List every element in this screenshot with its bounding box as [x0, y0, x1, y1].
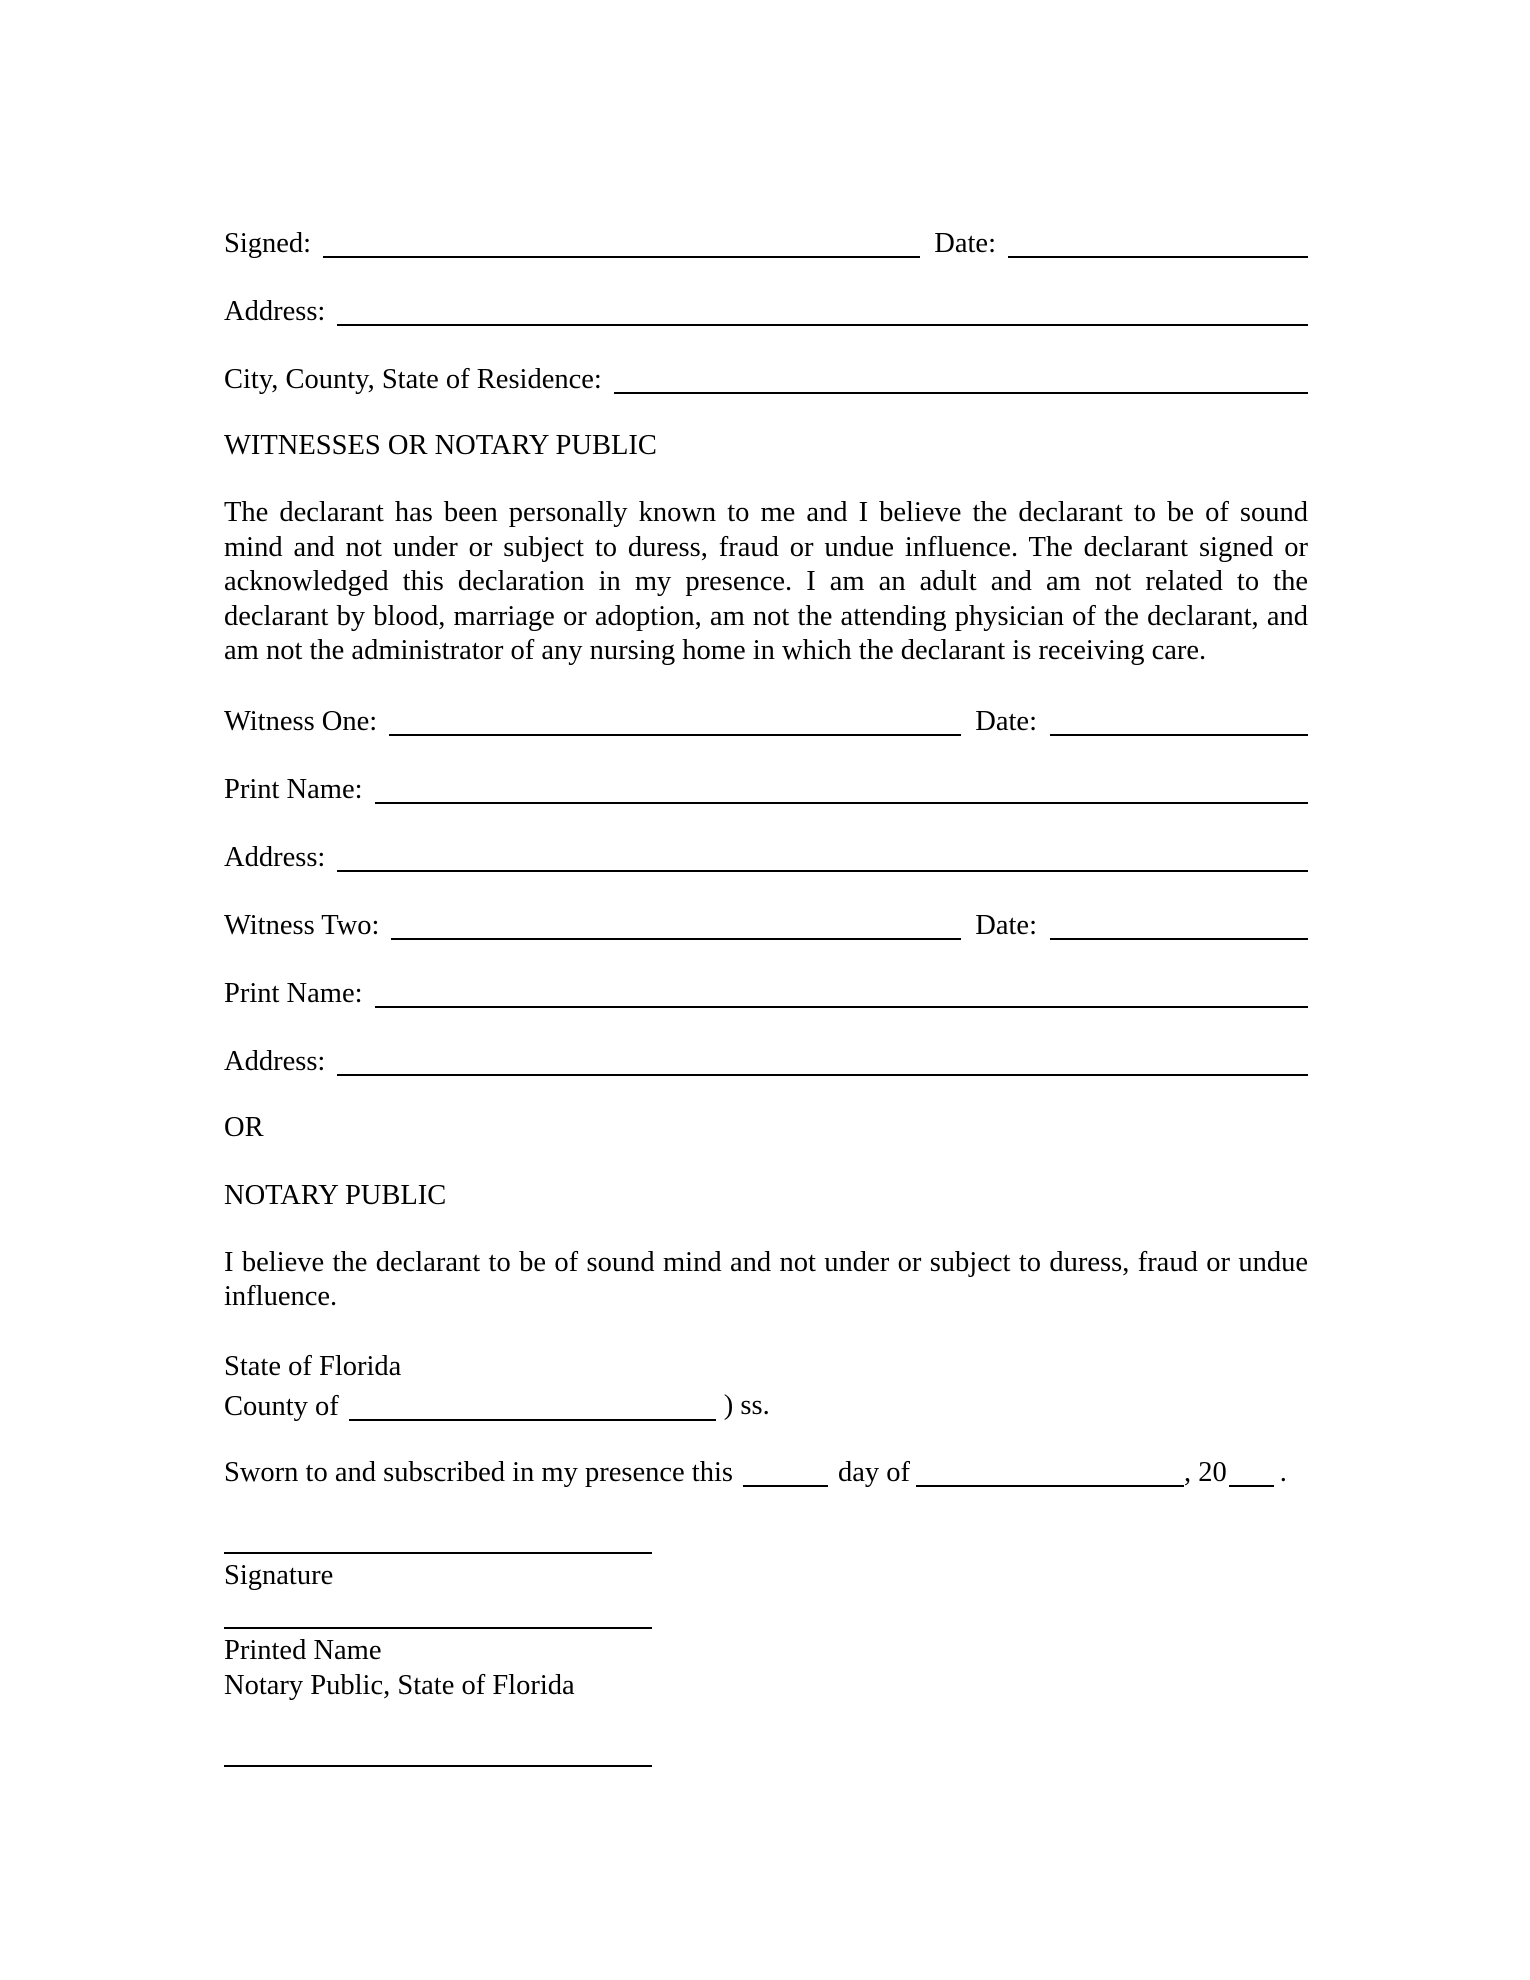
witness-one-address-line	[337, 870, 1308, 872]
residence-line	[614, 392, 1308, 394]
witness-one-address-row	[224, 838, 1308, 875]
day-of-text: day of	[837, 1456, 910, 1488]
witness-one-date-label: Date:	[975, 705, 1037, 737]
witness-two-row	[224, 906, 1308, 943]
witness-one-date-line	[1050, 734, 1308, 736]
witness-statement: The declarant has been personally known to me and I believe the declarant to be of sound mind and not under or subject to duress, fraud or undue influence. The declarant signed or acknowledged this declaration in my presence. I am an adult and am not related to the declarant by blood, marriage or adoption, am not the attending physician of the declarant, and am not the administrator of any nursing home in which the declarant is receiving care.	[224, 497, 1308, 666]
witness-two-date-label: Date:	[975, 909, 1037, 941]
witness-one-row	[224, 702, 1308, 739]
notary-heading: NOTARY PUBLIC	[224, 1179, 447, 1211]
witness-two-date-line	[1050, 938, 1308, 940]
signed-label: Signed:	[224, 228, 312, 259]
witnesses-heading: WITNESSES OR NOTARY PUBLIC	[224, 430, 657, 461]
witness-one-address-label: Address:	[224, 841, 326, 873]
printed-name-caption: Printed Name	[224, 1634, 382, 1666]
county-row	[224, 1385, 784, 1424]
residence-label: City, County, State of Residence:	[224, 364, 602, 395]
form-content	[224, 224, 1308, 1767]
state-of-florida-text: State of Florida	[224, 1350, 402, 1382]
residence-row	[224, 360, 1308, 397]
signed-line	[323, 256, 920, 258]
sworn-text: Sworn to and subscribed in my presence this	[224, 1456, 733, 1488]
declarant-address-row	[224, 292, 1308, 329]
notary-title-caption: Notary Public, State of Florida	[224, 1669, 575, 1701]
sentence-end-text: .	[1279, 1456, 1287, 1488]
sworn-row	[224, 1453, 1308, 1490]
witness-one-print-name-row	[224, 770, 1308, 807]
year-prefix-text: , 20	[1183, 1456, 1227, 1488]
signed-date-line	[1008, 256, 1308, 258]
notary-statement: I believe the declarant to be of sound mind and not under or subject to duress, fraud or undue influence.	[224, 1246, 1308, 1312]
county-line	[349, 1419, 716, 1421]
witness-two-address-line	[337, 1074, 1308, 1076]
signed-date-label: Date:	[934, 228, 996, 259]
declarant-address-label: Address:	[224, 296, 326, 327]
ss-text: ) ss.	[723, 1389, 770, 1421]
signed-row	[224, 224, 1308, 261]
county-label: County of	[224, 1390, 339, 1422]
notary-printed-name-line	[224, 1627, 652, 1629]
sworn-month-line	[916, 1485, 1184, 1487]
sworn-day-line	[743, 1485, 828, 1487]
or-separator: OR	[224, 1111, 264, 1143]
sworn-year-line	[1229, 1485, 1274, 1487]
witness-two-address-row	[224, 1042, 1308, 1079]
witness-one-print-name-label: Print Name:	[224, 773, 363, 805]
signature-caption: Signature	[224, 1559, 334, 1591]
witness-two-print-name-label: Print Name:	[224, 977, 363, 1009]
notary-extra-line	[224, 1765, 652, 1767]
witness-two-line	[391, 938, 961, 940]
witness-two-label: Witness Two:	[224, 909, 380, 941]
witness-one-line	[389, 734, 961, 736]
witness-one-label: Witness One:	[224, 705, 378, 737]
witness-one-print-name-line	[375, 802, 1308, 804]
witness-two-address-label: Address:	[224, 1045, 326, 1077]
declarant-address-line	[337, 324, 1308, 326]
notary-signature-line	[224, 1552, 652, 1554]
witness-two-print-name-row	[224, 974, 1308, 1011]
witness-two-print-name-line	[375, 1006, 1308, 1008]
